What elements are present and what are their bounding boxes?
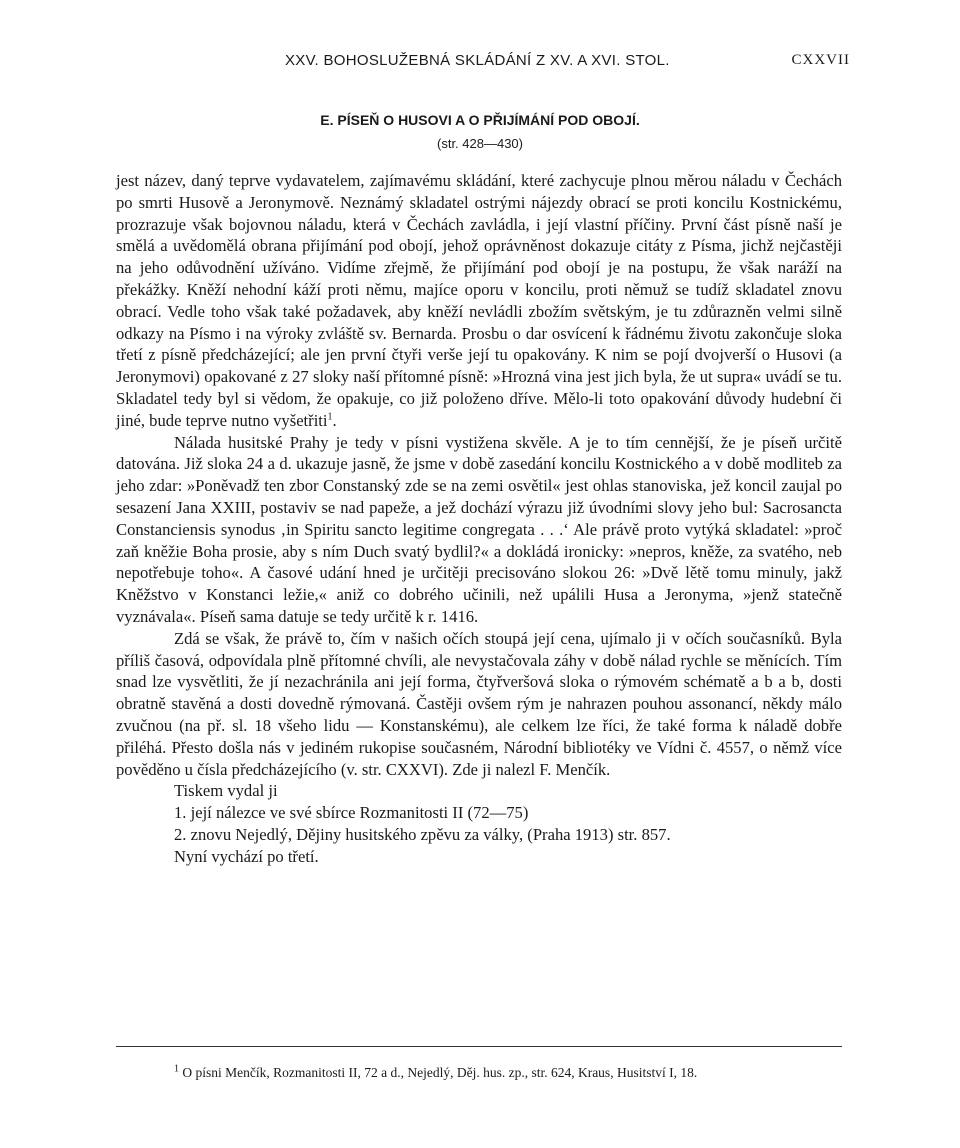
body-text: [116, 170, 842, 868]
footnote-reference: 1: [327, 411, 333, 423]
footnote-text: O písni Menčík, Rozmanitosti II, 72 a d., Nejedlý, Děj. hus. zp., str. 624, Kraus, Husitství I, 18.: [182, 1065, 698, 1080]
list-item: 2. znovu Nejedlý, Dějiny husitského zpěvu za války, (Praha 1913) str. 857.: [174, 824, 671, 844]
paragraph-1: jest název, daný teprve vydavatelem, zajímavému skládání, které zachycuje plnou měrou náladu v Čechách po smrti Husově a Jeronymově. Neznámý skladatel ostrými nájezdy obrací se proti koncilu Kostnickému, prozrazuje však bojovnou náladu, která v Čechách zavládla, i její vlastní příčiny. První část písně naší je smělá a uvědomělá obrana přijímání pod obojí, jehož oprávněnost dokazuje citáty z Písma, jichž nejčastěji na jeho odůvodnění užíváno. Vidíme zřejmě, že přijímání pod obojí je na postupu, že však naráží na překážky. Kněží nehodní káží proti němu, majíce oporu v koncilu, proti němuž se tudíž skladatel znovu obrací. Vedle toho však také požadavek, aby kněží nevládli zbožím světským, je tu zdůrazněn velmi silně odkazy na Písmo i na výroky zvláště sv. Bernarda. Prosbu o dar osvícení k řádnému životu zakončuje sloka třetí z písně předcházející; ale jen první čtyři verše její tu opakovány. K nim se pojí dvojverší o Husovi (a Jeronymovi) opakované z 27 sloky naší přítomné písně: »Hrozná vina jest jich byla, že ut supra« uvádí se tu. Skladatel tedy byl si vědom, že opakuje, co již položeno dříve. Mělo-li toto opakování důvody hudební či jiné, bude teprve nutno vyšetřiti$^1$.: [116, 171, 842, 430]
section-page-range: (str. 428—430): [437, 136, 523, 151]
paragraph-1-text: jest název, daný teprve vydavatelem, zajímavému skládání, které zachycuje plnou měrou náladu v Čechách po smrti Husově a Jeronymově. Neznámý skladatel ostrými nájezdy obrací se proti koncilu Kostnickému, prozrazuje však bojovnou náladu, která v Čechách zavládla, i její vlastní příčiny. První část písně naší je smělá a uvědomělá obrana přijímání pod obojí, jehož oprávněnost dokazuje citáty z Písma, jichž nejčastěji na jeho odůvodnění užíváno. Vidíme zřejmě, že přijímání pod obojí je na postupu, že však naráží na překážky. Kněží nehodní káží proti němu, majíce oporu v koncilu, proti němuž se tudíž skladatel znovu obrací. Vedle toho však také požadavek, aby kněží nevládli zbožím světským, je tu zdůrazněn velmi silně odkazy na Písmo i na výroky zvláště sv. Bernarda. Prosbu o dar osvícení k řádnému životu zakončuje sloka třetí z písně předcházející; ale jen první čtyři verše její tu opakovány. K nim se pojí dvojverší o Husovi (a Jeronymovi) opakované z 27 sloky naší přítomné písně: »Hrozná vina jest jich byla, že ut supra« uvádí se tu. Skladatel tedy byl si vědom, že opakuje, co již položeno dříve. Mělo-li toto opakování důvody hudební či jiné, bude teprve nutno vyšetřiti: [116, 171, 842, 430]
running-title: XXV. BOHOSLUŽEBNÁ SKLÁDÁNÍ Z XV. A XVI. STOL.: [285, 52, 670, 69]
footnote-marker: 1: [174, 1063, 179, 1075]
paragraph-5: Nyní vychází po třetí.: [174, 846, 319, 866]
section-title: E. PÍSEŇ O HUSOVI A O PŘIJÍMÁNÍ POD OBOJÍ.: [320, 112, 640, 128]
footnote-divider: [116, 1046, 842, 1047]
page-number: CXXVII: [791, 52, 850, 68]
paragraph-2: Nálada husitské Prahy je tedy v písni vystižena skvěle. A je to tím cennější, že je píseň určitě datována. Již sloka 24 a d. ukazuje jasně, že jsme v době zasedání koncilu Kostnického a v době modliteb za jeho zdar: »Poněvadž ten zbor Constanský zde se na zemi osvětil« jest ohlas stanoviska, jež koncil zaujal po sesazení Jana XXIII, postaviv se nad papeže, a jež dochází výrazu již úvodními slovy jeho bul: Sacrosancta Constanciensis synodus ‚in Spiritu sancto legitime congregata . . .‘ Ale právě proto vytýká skladatel: »proč zaň kněžie Boha prosie, aby s ním Duch svatý bydlil?« a dokládá ironicky: »nepros, kněže, za svatého, neb nepotřebuje toho«. A časové udání hned je určitěji precisováno slokou 26: »Dvě lětě tomu minuly, jakž Kněžstvo v Konstanci ležie,« aniž co dobrého učinili, než upálili Husa a Jeronyma, »jenž statečně vyznávala«. Píseň sama datuje se tedy určitě k r. 1416.: [116, 432, 842, 626]
list-item: 1. její nálezce ve své sbírce Rozmanitosti II (72—75): [174, 803, 529, 823]
paragraph-4: Tiskem vydal ji: [174, 781, 278, 801]
footnote: [116, 1062, 842, 1084]
paragraph-3: Zdá se však, že právě to, čím v našich očích stoupá její cena, ujímalo ji v očích současníků. Byla příliš časová, odpovídala plně přítomné chvíli, ale nevystačovala záhy v době nálad rychle se měnících. Tím snad lze vysvětliti, že jí nezachránila ani její forma, čtyřveršová sloka o rýmovém schématě a b a b, dosti obratně stavěná a dosti dovedně rýmovaná. Častěji ovšem rým je nahrazen pouhou assonancí, někdy málo zvučnou (na př. sl. 18 všeho lidu — Konstanskému), ale celkem lze říci, že také forma k náladě dobře přiléhá. Přesto došla nás v jediném rukopise současném, Národní bibliotéky ve Vídni č. 4557, o němž více pověděno u čísla předcházejícího (v. str. CXXVI). Zde ji nalezl F. Menčík.: [116, 628, 842, 779]
